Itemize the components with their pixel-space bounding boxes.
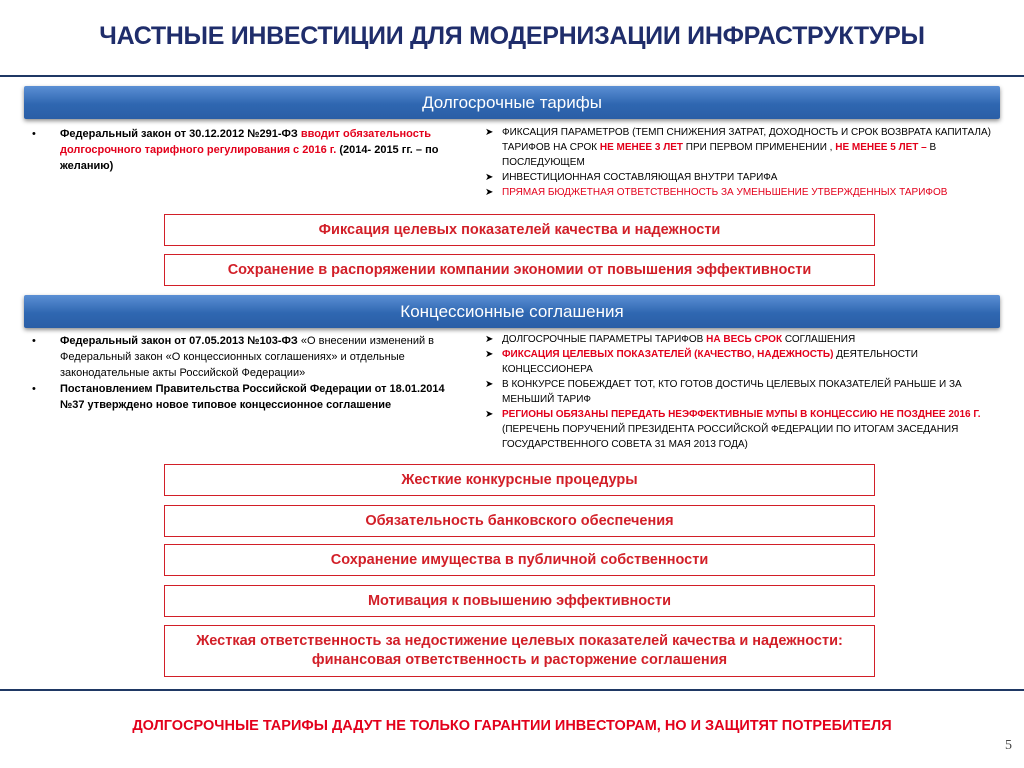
section-banner-concessions: Концессионные соглашения bbox=[24, 295, 1000, 328]
arrow-bullet-icon: ➤ bbox=[485, 409, 494, 420]
arrow-bullet-icon: ➤ bbox=[485, 349, 494, 360]
concession-box-procedures: Жесткие конкурсные процедуры bbox=[164, 464, 875, 496]
arrow-bullet-icon: ➤ bbox=[485, 172, 494, 183]
law-note: (2014- 2015 гг. – по желанию) bbox=[60, 144, 439, 172]
list-item: ➤ ИНВЕСТИЦИОННАЯ СОСТАВЛЯЮЩАЯ ВНУТРИ ТАРИФА bbox=[485, 172, 778, 183]
list-item: ➤ В КОНКУРСЕ ПОБЕЖДАЕТ ТОТ, КТО ГОТОВ ДОСТИЧЬ ЦЕЛЕВЫХ ПОКАЗАТЕЛЕЙ РАНЬШЕ И ЗА МЕНЬШИЙ ТАРИФ bbox=[485, 379, 962, 405]
list-item: ➤ ФИКСАЦИЯ ЦЕЛЕВЫХ ПОКАЗАТЕЛЕЙ (КАЧЕСТВО, НАДЕЖНОСТЬ) ДЕЯТЕЛЬНОСТИ КОНЦЕССИОНЕРА bbox=[485, 349, 918, 375]
list-item: ➤ ПРЯМАЯ БЮДЖЕТНАЯ ОТВЕТСТВЕННОСТЬ ЗА УМЕНЬШЕНИЕ УТВЕРЖДЕННЫХ ТАРИФОВ bbox=[485, 187, 948, 198]
top-divider bbox=[0, 75, 1024, 77]
list-item: ➤ ФИКСАЦИЯ ПАРАМЕТРОВ (ТЕМП СНИЖЕНИЯ ЗАТРАТ, ДОХОДНОСТЬ И СРОК ВОЗВРАТА КАПИТАЛА) ТАРИФОВ НА СРОК НЕ МЕНЕЕ 3 ЛЕТ ПРИ ПЕРВОМ ПРИМЕНЕНИИ , НЕ МЕНЕЕ 5 ЛЕТ – В ПОСЛЕДУЮЩЕМ bbox=[485, 127, 991, 168]
list-item: • Постановлением Правительства Российской Федерации от 18.01.2014 №37 утверждено новое типовое концессионное соглашение bbox=[24, 381, 454, 413]
list-item bbox=[24, 126, 444, 174]
tariff-box-quality: Фиксация целевых показателей качества и надежности bbox=[164, 214, 875, 246]
concession-box-bank-guarantee: Обязательность банковского обеспечения bbox=[164, 505, 875, 537]
list-item: ➤ РЕГИОНЫ ОБЯЗАНЫ ПЕРЕДАТЬ НЕЭФФЕКТИВНЫЕ МУПЫ В КОНЦЕССИЮ НЕ ПОЗДНЕЕ 2016 Г. (ПЕРЕЧЕНЬ ПОРУЧЕНИЙ ПРЕЗИДЕНТА РОССИЙСКОЙ ФЕДЕРАЦИИ ПО ИТОГАМ ЗАСЕДАНИЯ ГОСУДАРСТВЕННОГО СОВЕТА 31 МАЯ 2013 ГОДА) bbox=[485, 409, 981, 450]
page-title: ЧАСТНЫЕ ИНВЕСТИЦИИ ДЛЯ МОДЕРНИЗАЦИИ ИНФРАСТРУКТУРЫ bbox=[99, 22, 925, 50]
concession-box-motivation: Мотивация к повышению эффективности bbox=[164, 585, 875, 617]
page-number: 5 bbox=[1005, 738, 1012, 753]
law-highlight: вводит обязательность долгосрочного тарифного регулирования с 2016 г. bbox=[60, 128, 431, 156]
arrow-bullet-icon: ➤ bbox=[485, 127, 494, 138]
section-banner-tariffs: Долгосрочные тарифы bbox=[24, 86, 1000, 119]
arrow-bullet-icon: ➤ bbox=[485, 379, 494, 390]
concessions-params-list bbox=[482, 332, 992, 452]
concession-box-public-property: Сохранение имущества в публичной собственности bbox=[164, 544, 875, 576]
law-reference: Федеральный закон от 30.12.2012 №291-ФЗ bbox=[60, 128, 301, 140]
concessions-law-list bbox=[24, 333, 454, 413]
concession-box-liability: Жесткая ответственность за недостижение целевых показателей качества и надежности: финансовая ответственность и расторжение соглашения bbox=[164, 625, 875, 677]
tariffs-law-list bbox=[24, 126, 444, 174]
list-item: ➤ ДОЛГОСРОЧНЫЕ ПАРАМЕТРЫ ТАРИФОВ НА ВЕСЬ СРОК СОГЛАШЕНИЯ bbox=[485, 334, 856, 345]
list-item: • Федеральный закон от 07.05.2013 №103-ФЗ «О внесении изменений в Федеральный закон «О концессионных соглашениях» и отдельные законодательные акты Российской Федерации» bbox=[24, 333, 454, 381]
footer-conclusion: ДОЛГОСРОЧНЫЕ ТАРИФЫ ДАДУТ НЕ ТОЛЬКО ГАРАНТИИ ИНВЕСТОРАМ, НО И ЗАЩИТЯТ ПОТРЕБИТЕЛЯ bbox=[132, 718, 892, 734]
arrow-bullet-icon: ➤ bbox=[485, 187, 494, 198]
tariffs-params-list bbox=[482, 125, 992, 200]
arrow-bullet-icon: ➤ bbox=[485, 334, 494, 345]
bottom-divider bbox=[0, 689, 1024, 691]
tariff-box-savings: Сохранение в распоряжении компании экономии от повышения эффективности bbox=[164, 254, 875, 286]
